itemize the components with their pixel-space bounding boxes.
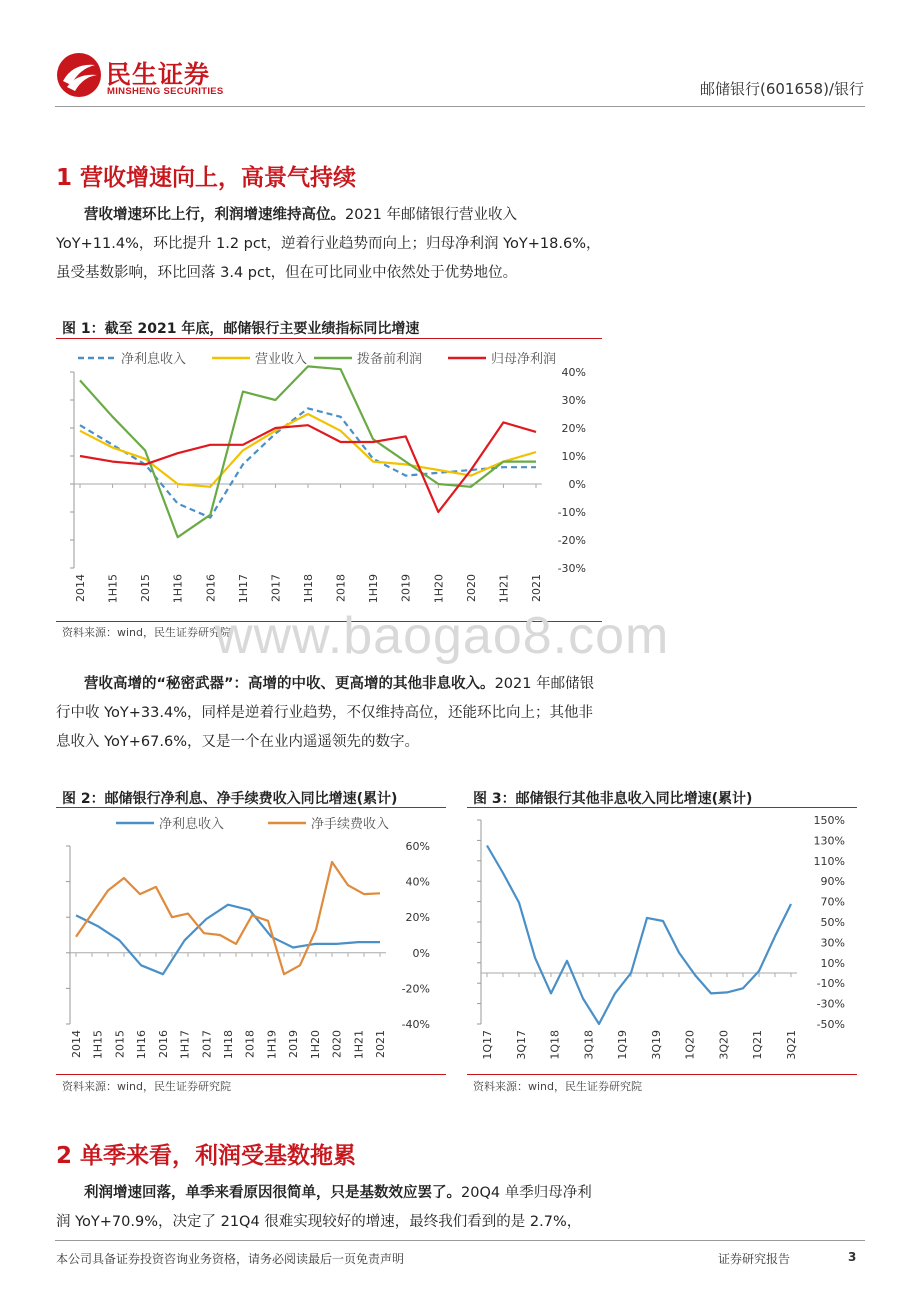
x-tick-label: 3Q19: [649, 1030, 663, 1060]
logo-text-en: MINSHENG SECURITIES: [107, 86, 224, 97]
x-tick-label: 1H18: [222, 1030, 235, 1060]
y-tick-label: 70%: [820, 895, 845, 909]
y-tick-label: 30%: [561, 394, 586, 407]
para-1-bold: 营收增速环比上行，利润增速维持高位。: [84, 207, 345, 223]
minsheng-logo-icon: [55, 51, 103, 99]
x-tick-label: 1H15: [106, 574, 120, 604]
y-tick-label: 110%: [813, 854, 845, 868]
y-tick-label: 130%: [813, 834, 845, 848]
x-tick-label: 1H16: [135, 1030, 149, 1060]
y-tick-label: 20%: [561, 422, 586, 435]
section-2-para-rest: 20Q4 单季归母净利润 YoY+70.9%，决定了 21Q4 很难实现较好的增速，最终我们看到的是 2.7%，: [56, 1185, 592, 1230]
x-tick-label: 1Q21: [751, 1030, 765, 1060]
x-tick-label: 2021: [374, 1030, 387, 1058]
x-tick-label: 1H21: [352, 1030, 366, 1060]
y-tick-label: -10%: [816, 977, 845, 991]
x-tick-label: 1Q17: [481, 1030, 494, 1060]
x-tick-label: 2014: [70, 1030, 83, 1058]
y-tick-label: 150%: [813, 814, 845, 827]
legend-label-3: 归母净利润: [491, 352, 557, 367]
y-tick-label: 10%: [820, 956, 845, 970]
footer-page-number: 3: [848, 1250, 857, 1264]
x-tick-label: 3Q20: [717, 1030, 731, 1060]
x-tick-label: 2018: [243, 1030, 257, 1058]
series-line-2: [80, 366, 536, 537]
header-stock-label: 邮储银行(601658)/银行: [699, 80, 864, 98]
section-1-para-2: [56, 670, 606, 757]
y-tick-label: 10%: [561, 450, 586, 463]
fig-2-title: 图 2：邮储银行净利息、净手续费收入同比增速(累计): [62, 791, 398, 807]
y-tick-label: -30%: [557, 562, 586, 575]
fig-2-bottom-rule: [56, 1074, 446, 1075]
fig-3-title: 图 3：邮储银行其他非息收入同比增速(累计): [473, 791, 753, 807]
x-tick-label: 1H20: [432, 574, 446, 604]
y-tick-label: -30%: [816, 997, 845, 1011]
y-tick-label: 50%: [820, 916, 845, 929]
fig-1-title: 图 1：截至 2021 年底，邮储银行主要业绩指标同比增速: [62, 321, 420, 337]
footer-report-type: 证券研究报告: [718, 1252, 791, 1266]
x-tick-label: 1H18: [302, 574, 315, 604]
x-tick-label: 2017: [269, 574, 283, 602]
x-tick-label: 1H19: [265, 1030, 279, 1060]
header-divider: [55, 106, 865, 107]
y-tick-label: 40%: [405, 875, 430, 889]
x-tick-label: 2016: [204, 574, 218, 602]
y-tick-label: -20%: [401, 982, 430, 996]
section-2-para-bold: 利润增速回落，单季来看原因很简单，只是基数效应罢了。: [84, 1185, 461, 1201]
x-tick-label: 1H21: [497, 574, 511, 604]
legend-label-0: 净利息收入: [121, 352, 187, 367]
fig-3-chart: [467, 808, 857, 1074]
x-tick-label: 2018: [334, 574, 348, 602]
x-tick-label: 3Q21: [785, 1030, 798, 1060]
x-tick-label: 1H17: [236, 574, 250, 604]
fig-3-bottom-rule: [467, 1074, 857, 1075]
fig-1-title-rule: [56, 338, 602, 339]
series-line-1: [76, 862, 380, 974]
x-tick-label: 3Q18: [582, 1030, 596, 1060]
x-tick-label: 2020: [330, 1030, 344, 1058]
y-tick-label: 0%: [568, 478, 586, 491]
fig-1-source: 资料来源：wind，民生证券研究院: [62, 626, 232, 639]
para-2-bold: 营收高增的“秘密武器”：高增的中收、更高增的其他非息收入。: [84, 676, 495, 692]
x-tick-label: 2016: [156, 1030, 170, 1058]
fig-3-source: 资料来源：wind，民生证券研究院: [473, 1080, 643, 1093]
y-tick-label: 20%: [405, 911, 430, 925]
x-tick-label: 2017: [200, 1030, 214, 1058]
fig-2-chart: [56, 808, 446, 1074]
section-1-title: 1 营收增速向上，高景气持续: [56, 165, 357, 191]
legend-label-1: 营业收入: [255, 352, 308, 367]
y-tick-label: 0%: [412, 946, 430, 960]
x-tick-label: 1H15: [91, 1030, 105, 1060]
para-2-rest: 2021 年邮储银行中收 YoY+33.4%，同样是逆着行业趋势，不仅维持高位，还能环比向上；其他非息收入 YoY+67.6%，又是一个在业内遥遥领先的数字。: [56, 676, 595, 750]
fig-2-source: 资料来源：wind，民生证券研究院: [62, 1080, 232, 1093]
y-tick-label: -20%: [557, 534, 586, 547]
x-tick-label: 1Q20: [683, 1030, 697, 1060]
x-tick-label: 2015: [139, 574, 153, 602]
y-tick-label: 60%: [405, 840, 430, 853]
y-tick-label: 30%: [820, 936, 845, 950]
y-tick-label: -40%: [401, 1018, 430, 1031]
y-tick-label: -10%: [557, 506, 586, 519]
fig-1-chart: [56, 340, 602, 620]
y-tick-label: 40%: [561, 366, 586, 379]
brand-logo: [55, 51, 103, 99]
x-tick-label: 1H19: [367, 574, 381, 604]
legend-label-1: 净手续费收入: [311, 817, 390, 832]
x-tick-label: 2014: [74, 574, 87, 602]
logo-text-cn: 民生证券: [106, 60, 211, 89]
x-tick-label: 1H16: [171, 574, 185, 604]
watermark: www.baogao8.com: [215, 607, 670, 665]
legend-label-2: 拨备前利润: [357, 352, 423, 367]
x-tick-label: 2019: [399, 574, 413, 602]
x-tick-label: 2015: [113, 1030, 127, 1058]
section-2-para: [56, 1179, 606, 1237]
para-1-rest: 2021 年邮储银行营业收入YoY+11.4%，环比提升 1.2 pct，逆着行业趋势而向上；归母净利润 YoY+18.6%，虽受基数影响，环比回落 3.4 pct，但在可比同业中依然处于优势地位。: [56, 207, 601, 281]
x-tick-label: 1H17: [178, 1030, 192, 1060]
footer-divider: [55, 1240, 865, 1241]
series-line-0: [487, 846, 791, 1025]
y-tick-label: 90%: [820, 875, 845, 889]
x-tick-label: 1Q19: [616, 1030, 630, 1060]
x-tick-label: 1Q18: [548, 1030, 562, 1060]
section-2-title: 2 单季来看，利润受基数拖累: [56, 1143, 357, 1169]
y-tick-label: -50%: [816, 1018, 845, 1031]
x-tick-label: 1H20: [308, 1030, 322, 1060]
legend-label-0: 净利息收入: [159, 817, 225, 832]
x-tick-label: 2021: [530, 574, 543, 602]
footer-disclaimer: 本公司具备证券投资咨询业务资格，请务必阅读最后一页免责声明: [56, 1252, 405, 1266]
section-1-para-1: [56, 201, 606, 288]
x-tick-label: 3Q17: [514, 1030, 528, 1060]
x-tick-label: 2019: [287, 1030, 301, 1058]
x-tick-label: 2020: [464, 574, 478, 602]
